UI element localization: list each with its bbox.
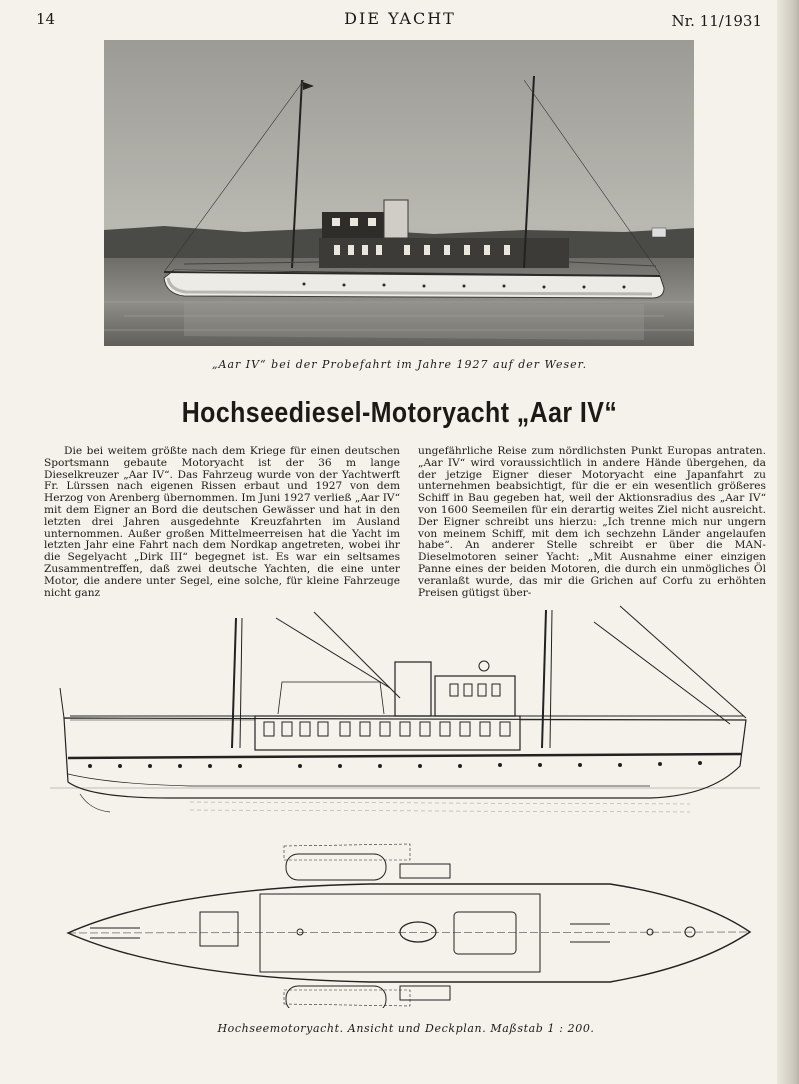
plan-drawing-image <box>50 598 760 1008</box>
issue-number: Nr. 11/1931 <box>671 12 762 30</box>
journal-title: DIE YACHT <box>344 9 456 28</box>
article-paragraph-left: Die bei weitem größte nach dem Kriege für einen deutschen Sportsmann gebaute Motoryacht ist der 36 m lange Dieselkreuzer „Aar IV“. Das Fahrzeug wurde von der Yachtwerft Fr. Lürssen nach eigenen Rissen erbaut und 1927 von dem Herzog von Arenberg übernommen. Im Juni 1927 verließ „Aar IV“ mit dem Eigner an Bord die deutschen Gewässer und hat in den letzten drei Jahren ausgedehnte Kreuzfahrten im Ausland unternommen. Außer großen Mittelmeerreisen hat die Yacht im letzten Jahr eine Fahrt nach dem Nordkap angetreten, wobei ihr die Segelyacht „Dirk III“ begegnet ist. Es war ein seltsames Zusammentreffen, daß zwei deutsche Yachten, die eine unter Motor, die andere unter Segel, eine solche, für kleine Fahrzeuge nicht ganz <box>44 445 400 599</box>
article-column-right <box>418 446 766 599</box>
yacht-plans-drawing <box>50 598 760 1008</box>
page-edge <box>777 0 799 1084</box>
article-paragraph-right: ungefährliche Reise zum nördlichsten Punkt Europas antraten. „Aar IV“ wird voraussichtlich in andere Hände übergehen, da der jetzige Eigner dieser Motoryacht eine Japanfahrt zu unternehmen beabsichtigt, für die er ein wesentlich größeres Schiff in Bau gegeben hat, weil der Aktionsradius des „Aar IV“ von 1600 Seemeilen für ein derartig weites Ziel nicht ausreicht. Der Eigner schreibt uns hierzu: „Ich trenne mich nur ungern von meinem Schiff, mit dem ich sechzehn Länder angelaufen habe“. An anderer Stelle schreibt er über die MAN-Dieselmotoren seiner Yacht: „Mit Ausnahme einer einzigen Panne eines der beiden Motoren, die durch ein unmögliches Öl veranlaßt wurde, das mir die Grichen auf Corfu zu erhöhten Preisen gütigst über- <box>418 445 766 599</box>
page-number: 14 <box>36 10 56 28</box>
article-title: Hochseediesel-Motoryacht „Aar IV“ <box>181 397 618 429</box>
article-column-left <box>44 446 400 599</box>
plans-caption: Hochseemotoryacht. Ansicht und Deckplan. Maßstab 1 : 200. <box>217 1022 595 1035</box>
yacht-photo <box>104 40 694 346</box>
running-head <box>0 6 770 28</box>
photo-caption: „Aar IV“ bei der Probefahrt im Jahre 1927 auf der Weser. <box>211 358 588 371</box>
yacht-photo-image <box>104 40 694 346</box>
